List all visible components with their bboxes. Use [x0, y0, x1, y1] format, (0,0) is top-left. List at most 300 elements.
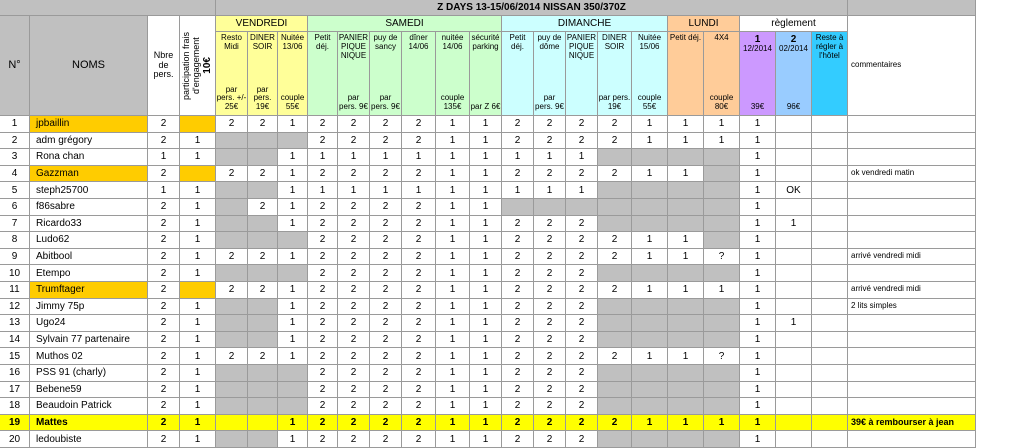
cell-reste[interactable]	[812, 149, 848, 166]
cell-four_x4[interactable]: ?	[704, 249, 740, 266]
cell-resto_midi[interactable]	[216, 299, 248, 316]
cell-regl_2[interactable]	[776, 415, 812, 432]
cell-puy_dome[interactable]: 2	[534, 398, 566, 415]
cell-petit_dej_lun[interactable]	[668, 299, 704, 316]
cell-nuitee_14[interactable]: 1	[436, 265, 470, 282]
cell-nuitee_13[interactable]: 1	[278, 348, 308, 365]
cell-puy_sancy[interactable]: 2	[370, 166, 402, 183]
cell-diner_ven[interactable]	[248, 182, 278, 199]
cell-securite[interactable]: 1	[470, 398, 502, 415]
cell-puy_dome[interactable]: 2	[534, 315, 566, 332]
row-comment[interactable]	[848, 265, 976, 282]
cell-diner_ven[interactable]: 2	[248, 249, 278, 266]
cell-diner_14[interactable]: 2	[402, 299, 436, 316]
cell-panier_dim[interactable]: 2	[566, 348, 598, 365]
cell-puy_sancy[interactable]: 1	[370, 149, 402, 166]
cell-puy_sancy[interactable]: 2	[370, 382, 402, 399]
cell-nuitee_15[interactable]	[632, 216, 668, 233]
row-comment[interactable]: ok vendredi matin	[848, 166, 976, 183]
row-participation[interactable]: 1	[180, 431, 216, 448]
cell-petit_dej_lun[interactable]: 1	[668, 282, 704, 299]
cell-panier_dim[interactable]: 2	[566, 265, 598, 282]
cell-diner_14[interactable]: 2	[402, 282, 436, 299]
cell-diner_14[interactable]: 2	[402, 232, 436, 249]
cell-puy_sancy[interactable]: 2	[370, 398, 402, 415]
cell-puy_sancy[interactable]: 2	[370, 348, 402, 365]
cell-reste[interactable]	[812, 382, 848, 399]
cell-panier_sam[interactable]: 1	[338, 182, 370, 199]
cell-securite[interactable]: 1	[470, 431, 502, 448]
row-nbre[interactable]: 2	[148, 199, 180, 216]
cell-petit_dej_dim[interactable]: 1	[502, 182, 534, 199]
row-nbre[interactable]: 2	[148, 232, 180, 249]
cell-petit_dej_dim[interactable]: 2	[502, 415, 534, 432]
row-nbre[interactable]: 2	[148, 415, 180, 432]
row-name[interactable]: Gazzman	[30, 166, 148, 183]
row-name[interactable]: Beaudoin Patrick	[30, 398, 148, 415]
cell-puy_dome[interactable]	[534, 199, 566, 216]
row-participation[interactable]: 1	[180, 182, 216, 199]
cell-puy_dome[interactable]: 2	[534, 365, 566, 382]
cell-puy_sancy[interactable]: 2	[370, 282, 402, 299]
cell-panier_sam[interactable]: 2	[338, 265, 370, 282]
cell-regl_1[interactable]: 1	[740, 216, 776, 233]
cell-petit_dej_dim[interactable]	[502, 199, 534, 216]
cell-diner_dim[interactable]	[598, 182, 632, 199]
cell-regl_1[interactable]: 1	[740, 166, 776, 183]
cell-panier_sam[interactable]: 2	[338, 382, 370, 399]
cell-petit_dej_lun[interactable]: 1	[668, 133, 704, 150]
row-name[interactable]: jpbaillin	[30, 116, 148, 133]
cell-securite[interactable]: 1	[470, 265, 502, 282]
row-comment[interactable]	[848, 182, 976, 199]
cell-puy_sancy[interactable]: 2	[370, 315, 402, 332]
cell-regl_1[interactable]: 1	[740, 431, 776, 448]
cell-reste[interactable]	[812, 182, 848, 199]
row-name[interactable]: Abitbool	[30, 249, 148, 266]
cell-four_x4[interactable]	[704, 166, 740, 183]
cell-nuitee_13[interactable]	[278, 398, 308, 415]
cell-reste[interactable]	[812, 365, 848, 382]
cell-diner_ven[interactable]: 2	[248, 166, 278, 183]
cell-panier_dim[interactable]: 2	[566, 133, 598, 150]
cell-diner_ven[interactable]	[248, 216, 278, 233]
cell-panier_sam[interactable]: 2	[338, 116, 370, 133]
cell-panier_dim[interactable]: 2	[566, 398, 598, 415]
cell-petit_dej_lun[interactable]	[668, 431, 704, 448]
cell-panier_dim[interactable]: 1	[566, 149, 598, 166]
cell-diner_14[interactable]: 2	[402, 348, 436, 365]
cell-nuitee_13[interactable]	[278, 365, 308, 382]
cell-nuitee_14[interactable]: 1	[436, 133, 470, 150]
cell-resto_midi[interactable]: 2	[216, 166, 248, 183]
cell-puy_sancy[interactable]: 2	[370, 265, 402, 282]
cell-regl_2[interactable]	[776, 282, 812, 299]
cell-petit_dej_sam[interactable]: 2	[308, 415, 338, 432]
cell-nuitee_14[interactable]: 1	[436, 199, 470, 216]
row-nbre[interactable]: 2	[148, 365, 180, 382]
cell-nuitee_13[interactable]: 1	[278, 182, 308, 199]
cell-puy_dome[interactable]: 2	[534, 265, 566, 282]
cell-diner_dim[interactable]: 2	[598, 133, 632, 150]
cell-puy_dome[interactable]: 2	[534, 282, 566, 299]
cell-nuitee_13[interactable]: 1	[278, 282, 308, 299]
row-comment[interactable]	[848, 315, 976, 332]
cell-diner_14[interactable]: 2	[402, 265, 436, 282]
cell-four_x4[interactable]: ?	[704, 348, 740, 365]
cell-petit_dej_dim[interactable]: 1	[502, 149, 534, 166]
row-participation[interactable]: 1	[180, 249, 216, 266]
cell-securite[interactable]: 1	[470, 348, 502, 365]
cell-four_x4[interactable]	[704, 382, 740, 399]
cell-panier_dim[interactable]: 2	[566, 166, 598, 183]
cell-four_x4[interactable]	[704, 232, 740, 249]
cell-puy_sancy[interactable]: 2	[370, 199, 402, 216]
cell-regl_2[interactable]	[776, 431, 812, 448]
cell-regl_2[interactable]	[776, 166, 812, 183]
cell-diner_dim[interactable]: 2	[598, 249, 632, 266]
row-participation[interactable]: 1	[180, 382, 216, 399]
cell-reste[interactable]	[812, 249, 848, 266]
cell-petit_dej_lun[interactable]: 1	[668, 249, 704, 266]
cell-nuitee_13[interactable]: 1	[278, 332, 308, 349]
row-name[interactable]: Rona chan	[30, 149, 148, 166]
cell-panier_dim[interactable]: 2	[566, 332, 598, 349]
cell-panier_dim[interactable]: 2	[566, 116, 598, 133]
cell-diner_dim[interactable]	[598, 299, 632, 316]
row-nbre[interactable]: 2	[148, 116, 180, 133]
cell-regl_1[interactable]: 1	[740, 149, 776, 166]
cell-nuitee_15[interactable]	[632, 382, 668, 399]
cell-nuitee_15[interactable]: 1	[632, 282, 668, 299]
cell-petit_dej_lun[interactable]	[668, 182, 704, 199]
cell-petit_dej_sam[interactable]: 2	[308, 299, 338, 316]
cell-panier_sam[interactable]: 2	[338, 199, 370, 216]
cell-four_x4[interactable]: 1	[704, 415, 740, 432]
cell-nuitee_15[interactable]: 1	[632, 249, 668, 266]
row-participation[interactable]	[180, 116, 216, 133]
cell-reste[interactable]	[812, 166, 848, 183]
cell-diner_14[interactable]: 2	[402, 382, 436, 399]
cell-petit_dej_lun[interactable]: 1	[668, 348, 704, 365]
cell-nuitee_14[interactable]: 1	[436, 232, 470, 249]
cell-nuitee_14[interactable]: 1	[436, 315, 470, 332]
cell-diner_14[interactable]: 2	[402, 166, 436, 183]
cell-regl_2[interactable]	[776, 348, 812, 365]
cell-petit_dej_lun[interactable]	[668, 315, 704, 332]
row-nbre[interactable]: 2	[148, 382, 180, 399]
row-comment[interactable]	[848, 232, 976, 249]
cell-puy_sancy[interactable]: 2	[370, 365, 402, 382]
cell-diner_ven[interactable]	[248, 149, 278, 166]
cell-nuitee_15[interactable]	[632, 431, 668, 448]
cell-resto_midi[interactable]	[216, 398, 248, 415]
cell-securite[interactable]: 1	[470, 216, 502, 233]
cell-regl_1[interactable]: 1	[740, 332, 776, 349]
cell-puy_dome[interactable]: 2	[534, 348, 566, 365]
cell-nuitee_15[interactable]: 1	[632, 116, 668, 133]
cell-reste[interactable]	[812, 216, 848, 233]
cell-nuitee_14[interactable]: 1	[436, 365, 470, 382]
cell-petit_dej_sam[interactable]: 2	[308, 265, 338, 282]
row-name[interactable]: PSS 91 (charly)	[30, 365, 148, 382]
cell-securite[interactable]: 1	[470, 166, 502, 183]
cell-nuitee_15[interactable]: 1	[632, 166, 668, 183]
cell-panier_dim[interactable]: 2	[566, 232, 598, 249]
cell-securite[interactable]: 1	[470, 149, 502, 166]
cell-petit_dej_lun[interactable]: 1	[668, 415, 704, 432]
cell-nuitee_14[interactable]: 1	[436, 216, 470, 233]
cell-petit_dej_lun[interactable]	[668, 199, 704, 216]
cell-nuitee_13[interactable]	[278, 133, 308, 150]
cell-four_x4[interactable]: 1	[704, 116, 740, 133]
cell-nuitee_13[interactable]: 1	[278, 249, 308, 266]
cell-panier_sam[interactable]: 2	[338, 249, 370, 266]
cell-diner_ven[interactable]	[248, 315, 278, 332]
cell-puy_sancy[interactable]: 2	[370, 332, 402, 349]
row-name[interactable]: Sylvain 77 partenaire	[30, 332, 148, 349]
cell-nuitee_13[interactable]	[278, 265, 308, 282]
cell-four_x4[interactable]	[704, 182, 740, 199]
cell-panier_dim[interactable]: 2	[566, 282, 598, 299]
cell-resto_midi[interactable]: 2	[216, 116, 248, 133]
row-comment[interactable]	[848, 216, 976, 233]
cell-securite[interactable]: 1	[470, 315, 502, 332]
cell-nuitee_14[interactable]: 1	[436, 149, 470, 166]
cell-nuitee_13[interactable]: 1	[278, 116, 308, 133]
row-nbre[interactable]: 2	[148, 398, 180, 415]
cell-nuitee_15[interactable]	[632, 199, 668, 216]
cell-panier_dim[interactable]: 2	[566, 216, 598, 233]
cell-puy_sancy[interactable]: 2	[370, 415, 402, 432]
cell-diner_ven[interactable]	[248, 133, 278, 150]
cell-securite[interactable]: 1	[470, 116, 502, 133]
cell-nuitee_13[interactable]: 1	[278, 216, 308, 233]
cell-petit_dej_sam[interactable]: 2	[308, 332, 338, 349]
cell-puy_sancy[interactable]: 2	[370, 431, 402, 448]
cell-diner_dim[interactable]: 2	[598, 116, 632, 133]
cell-nuitee_15[interactable]	[632, 332, 668, 349]
row-comment[interactable]	[848, 365, 976, 382]
cell-securite[interactable]: 1	[470, 382, 502, 399]
cell-panier_sam[interactable]: 2	[338, 282, 370, 299]
cell-diner_ven[interactable]	[248, 365, 278, 382]
cell-petit_dej_lun[interactable]	[668, 398, 704, 415]
cell-diner_ven[interactable]: 2	[248, 282, 278, 299]
cell-petit_dej_dim[interactable]: 2	[502, 166, 534, 183]
cell-panier_sam[interactable]: 2	[338, 431, 370, 448]
cell-reste[interactable]	[812, 199, 848, 216]
cell-regl_2[interactable]: OK	[776, 182, 812, 199]
cell-regl_1[interactable]: 1	[740, 382, 776, 399]
cell-diner_dim[interactable]	[598, 398, 632, 415]
cell-petit_dej_lun[interactable]	[668, 265, 704, 282]
cell-petit_dej_sam[interactable]: 2	[308, 398, 338, 415]
cell-regl_1[interactable]: 1	[740, 299, 776, 316]
cell-panier_sam[interactable]: 2	[338, 332, 370, 349]
cell-securite[interactable]: 1	[470, 365, 502, 382]
row-comment[interactable]: 2 lits simples	[848, 299, 976, 316]
cell-petit_dej_lun[interactable]: 1	[668, 116, 704, 133]
cell-petit_dej_dim[interactable]: 2	[502, 398, 534, 415]
cell-resto_midi[interactable]	[216, 365, 248, 382]
cell-securite[interactable]: 1	[470, 232, 502, 249]
cell-resto_midi[interactable]	[216, 232, 248, 249]
row-name[interactable]: Ricardo33	[30, 216, 148, 233]
cell-panier_dim[interactable]: 2	[566, 365, 598, 382]
row-name[interactable]: Ludo62	[30, 232, 148, 249]
cell-regl_2[interactable]	[776, 332, 812, 349]
row-nbre[interactable]: 1	[148, 149, 180, 166]
cell-petit_dej_sam[interactable]: 2	[308, 365, 338, 382]
cell-puy_dome[interactable]: 2	[534, 166, 566, 183]
cell-regl_1[interactable]: 1	[740, 182, 776, 199]
cell-nuitee_14[interactable]: 1	[436, 299, 470, 316]
row-participation[interactable]	[180, 166, 216, 183]
cell-resto_midi[interactable]	[216, 382, 248, 399]
row-participation[interactable]	[180, 282, 216, 299]
cell-petit_dej_dim[interactable]: 2	[502, 265, 534, 282]
row-participation[interactable]: 1	[180, 149, 216, 166]
cell-panier_sam[interactable]: 2	[338, 415, 370, 432]
cell-regl_2[interactable]	[776, 365, 812, 382]
cell-reste[interactable]	[812, 299, 848, 316]
cell-panier_sam[interactable]: 2	[338, 299, 370, 316]
cell-securite[interactable]: 1	[470, 282, 502, 299]
cell-nuitee_15[interactable]	[632, 182, 668, 199]
cell-petit_dej_sam[interactable]: 1	[308, 149, 338, 166]
cell-panier_sam[interactable]: 2	[338, 232, 370, 249]
cell-puy_dome[interactable]: 2	[534, 332, 566, 349]
cell-diner_dim[interactable]	[598, 199, 632, 216]
row-nbre[interactable]: 2	[148, 133, 180, 150]
row-participation[interactable]: 1	[180, 398, 216, 415]
cell-regl_1[interactable]: 1	[740, 315, 776, 332]
cell-puy_sancy[interactable]: 2	[370, 133, 402, 150]
cell-petit_dej_sam[interactable]: 2	[308, 133, 338, 150]
cell-regl_2[interactable]	[776, 249, 812, 266]
cell-petit_dej_dim[interactable]: 2	[502, 382, 534, 399]
cell-diner_14[interactable]: 2	[402, 216, 436, 233]
row-name[interactable]: f86sabre	[30, 199, 148, 216]
cell-petit_dej_sam[interactable]: 2	[308, 232, 338, 249]
cell-diner_ven[interactable]	[248, 382, 278, 399]
cell-puy_sancy[interactable]: 1	[370, 182, 402, 199]
cell-nuitee_15[interactable]	[632, 398, 668, 415]
cell-panier_dim[interactable]	[566, 199, 598, 216]
cell-diner_ven[interactable]	[248, 431, 278, 448]
cell-diner_14[interactable]: 2	[402, 315, 436, 332]
cell-diner_dim[interactable]	[598, 149, 632, 166]
cell-petit_dej_lun[interactable]	[668, 216, 704, 233]
row-participation[interactable]: 1	[180, 299, 216, 316]
cell-diner_14[interactable]: 2	[402, 398, 436, 415]
cell-panier_sam[interactable]: 2	[338, 133, 370, 150]
cell-diner_dim[interactable]: 2	[598, 415, 632, 432]
cell-four_x4[interactable]	[704, 365, 740, 382]
row-nbre[interactable]: 2	[148, 166, 180, 183]
cell-puy_dome[interactable]: 2	[534, 133, 566, 150]
row-name[interactable]: Mattes	[30, 415, 148, 432]
cell-panier_sam[interactable]: 2	[338, 166, 370, 183]
cell-nuitee_13[interactable]: 1	[278, 166, 308, 183]
cell-reste[interactable]	[812, 315, 848, 332]
row-comment[interactable]: arrivé vendredi midi	[848, 249, 976, 266]
row-comment[interactable]	[848, 398, 976, 415]
cell-puy_sancy[interactable]: 2	[370, 216, 402, 233]
row-name[interactable]: Jimmy 75p	[30, 299, 148, 316]
cell-puy_dome[interactable]: 2	[534, 431, 566, 448]
cell-petit_dej_sam[interactable]: 2	[308, 348, 338, 365]
cell-petit_dej_lun[interactable]	[668, 332, 704, 349]
cell-puy_dome[interactable]: 2	[534, 415, 566, 432]
row-participation[interactable]: 1	[180, 415, 216, 432]
cell-resto_midi[interactable]	[216, 216, 248, 233]
cell-regl_1[interactable]: 1	[740, 249, 776, 266]
cell-petit_dej_dim[interactable]: 2	[502, 299, 534, 316]
cell-panier_sam[interactable]: 1	[338, 149, 370, 166]
cell-diner_ven[interactable]: 2	[248, 199, 278, 216]
cell-petit_dej_dim[interactable]: 2	[502, 315, 534, 332]
cell-four_x4[interactable]	[704, 265, 740, 282]
cell-diner_ven[interactable]: 2	[248, 348, 278, 365]
cell-diner_dim[interactable]: 2	[598, 348, 632, 365]
cell-regl_1[interactable]: 1	[740, 348, 776, 365]
cell-resto_midi[interactable]	[216, 149, 248, 166]
cell-nuitee_15[interactable]	[632, 299, 668, 316]
cell-four_x4[interactable]	[704, 199, 740, 216]
row-participation[interactable]: 1	[180, 232, 216, 249]
row-comment[interactable]	[848, 149, 976, 166]
cell-resto_midi[interactable]	[216, 332, 248, 349]
cell-puy_dome[interactable]: 1	[534, 149, 566, 166]
cell-nuitee_14[interactable]: 1	[436, 182, 470, 199]
cell-regl_2[interactable]	[776, 116, 812, 133]
cell-diner_ven[interactable]	[248, 299, 278, 316]
row-nbre[interactable]: 2	[148, 348, 180, 365]
cell-nuitee_15[interactable]: 1	[632, 415, 668, 432]
cell-resto_midi[interactable]: 2	[216, 348, 248, 365]
cell-puy_dome[interactable]: 1	[534, 182, 566, 199]
row-comment[interactable]	[848, 332, 976, 349]
cell-puy_sancy[interactable]: 2	[370, 299, 402, 316]
cell-petit_dej_lun[interactable]: 1	[668, 166, 704, 183]
cell-securite[interactable]: 1	[470, 199, 502, 216]
cell-nuitee_14[interactable]: 1	[436, 431, 470, 448]
cell-nuitee_14[interactable]: 1	[436, 382, 470, 399]
row-comment[interactable]	[848, 199, 976, 216]
cell-resto_midi[interactable]	[216, 415, 248, 432]
cell-regl_2[interactable]	[776, 382, 812, 399]
cell-petit_dej_lun[interactable]	[668, 382, 704, 399]
cell-puy_sancy[interactable]: 2	[370, 116, 402, 133]
cell-regl_1[interactable]: 1	[740, 265, 776, 282]
cell-regl_2[interactable]	[776, 149, 812, 166]
cell-nuitee_13[interactable]: 1	[278, 431, 308, 448]
cell-petit_dej_dim[interactable]: 2	[502, 216, 534, 233]
cell-petit_dej_dim[interactable]: 2	[502, 249, 534, 266]
cell-panier_dim[interactable]: 2	[566, 299, 598, 316]
cell-regl_2[interactable]	[776, 199, 812, 216]
cell-four_x4[interactable]	[704, 398, 740, 415]
cell-diner_ven[interactable]	[248, 398, 278, 415]
cell-nuitee_15[interactable]: 1	[632, 133, 668, 150]
cell-panier_sam[interactable]: 2	[338, 348, 370, 365]
row-nbre[interactable]: 2	[148, 315, 180, 332]
cell-diner_ven[interactable]	[248, 265, 278, 282]
cell-diner_dim[interactable]: 2	[598, 232, 632, 249]
cell-nuitee_15[interactable]	[632, 365, 668, 382]
